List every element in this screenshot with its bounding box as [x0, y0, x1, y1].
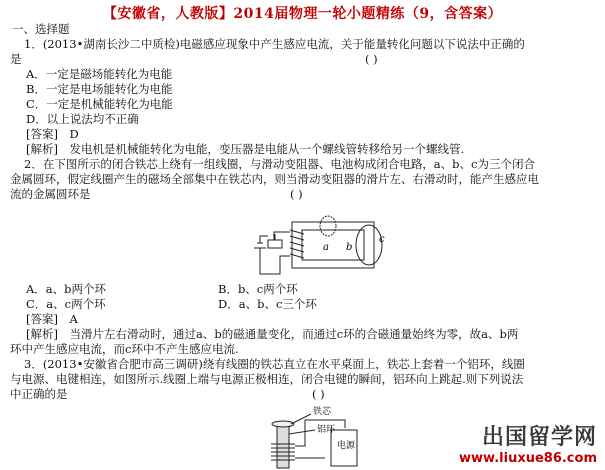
section-heading: 一、选择题	[12, 22, 70, 36]
q3-stem-line3: 中正确的是	[10, 387, 68, 401]
q1-option-a: A．一定是磁场能转化为电能	[26, 67, 173, 81]
page-title: 【安徽省，人教版】2014届物理一轮小题精练（9，含答案）	[102, 6, 503, 22]
ring-b-label: b	[346, 242, 353, 253]
q2-circuit-figure	[250, 212, 410, 280]
q2-answer-blank: ( )	[290, 187, 303, 201]
q2-analysis-line2: 环中产生感应电流，而c环中不产生感应电流.	[10, 342, 239, 356]
q1-option-d: D．以上说法均不正确	[26, 112, 139, 126]
watermark-cn: 出国留学网	[481, 425, 597, 450]
ring-c-label: c	[379, 234, 385, 245]
q1-answer: [答案] D	[26, 127, 79, 141]
q2-answer: [答案] A	[26, 312, 78, 326]
ring-label: 铝环	[317, 425, 336, 435]
core-label: 铁芯	[313, 407, 332, 417]
q3-apparatus-figure	[255, 400, 385, 470]
q3-stem-line2: 与电源、电键相连，如图所示.线圈上端与电源正极相连，闭合电键的瞬间，铝环向上跳起.则下列说法	[10, 372, 524, 386]
q1-stem-line1: 1．(2013•湖南长沙二中质检)电磁感应现象中产生感应电流，关于能量转化问题以下说法中正确的	[24, 37, 525, 51]
q1-stem-line2: 是	[10, 52, 22, 66]
site-watermark	[459, 420, 597, 466]
q2-option-c: C．a、c两个环	[26, 297, 106, 311]
q2-option-b: B．b、c两个环	[218, 282, 298, 296]
q2-option-d: D．a、b、c三个环	[218, 297, 317, 311]
q2-analysis-line1: [解析] 当滑片左右滑动时，通过a、b的磁通量变化，而通过c环的合磁通量始终为零，故a、b两	[26, 327, 519, 341]
q1-option-c: C．一定是机械能转化为电能	[26, 97, 173, 111]
q2-stem-line1: 2．在下图所示的闭合铁芯上绕有一组线圈，与滑动变阻器、电池构成闭合电路，a、b、c为三个闭合	[24, 157, 535, 171]
q3-answer-blank: ( )	[312, 387, 325, 401]
q2-stem-line2: 金属圆环，假定线圈产生的磁场全部集中在铁芯内，则当滑动变阻器的滑片左、右滑动时，能产生感应电	[10, 172, 539, 186]
q1-option-b: B．一定是电场能转化为电能	[26, 82, 173, 96]
ring-a-label: a	[323, 242, 329, 253]
q3-stem-line1: 3．(2013•安徽省合肥市高三调研)绕有线圈的铁芯直立在水平桌面上，铁芯上套着一个铝环，线圈	[24, 357, 525, 371]
power-label: 电源	[337, 441, 356, 451]
q1-analysis: [解析] 发电机是机械能转化为电能，变压器是电能从一个螺线管转移给另一个螺线管.	[26, 142, 465, 156]
watermark-url[interactable]: www.liuxue86.com	[459, 451, 597, 466]
q2-stem-line3: 流的金属圆环是	[10, 187, 91, 201]
q1-answer-blank: ( )	[365, 52, 378, 66]
q2-option-a: A．a、b两个环	[26, 282, 107, 296]
